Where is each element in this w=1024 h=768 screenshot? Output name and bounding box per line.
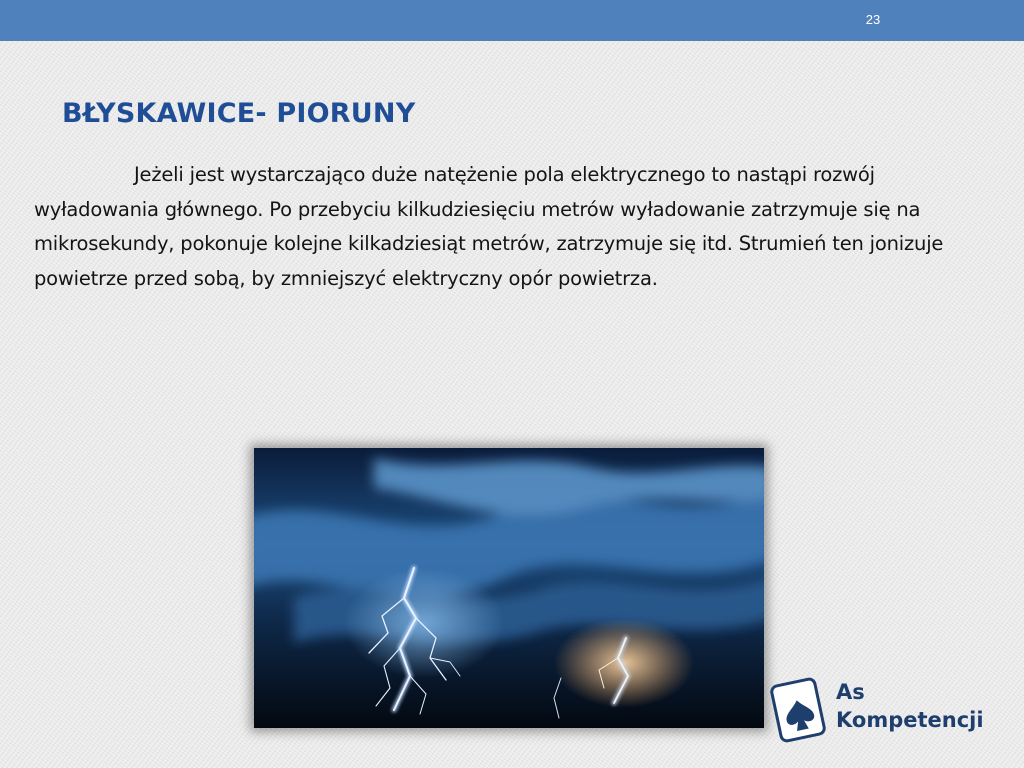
lightning-photo [254,448,764,728]
as-kompetencji-logo [770,674,1000,744]
logo-text-as: As [836,680,865,704]
top-bar [0,0,1024,41]
slide-title: BŁYSKAWICE- PIORUNY [62,98,416,129]
slide-number: 23 [865,12,881,27]
body-paragraph: Jeżeli jest wystarczająco duże natężenie pola elektrycznego to nastąpi rozwój wyładowania głównego. Po przebyciu kilkudziesięciu metrów wyładowanie zatrzymuje się na mikrosekundy, pokonuje kolejne kilkadziesiąt metrów, zatrzymuje się itd. Strumień ten jonizuje powietrze przed sobą, by zmniejszyć elektryczny opór powietrza. [34,163,944,290]
card-spade-icon [770,674,834,744]
logo-text-kompetencji: Kompetencji [836,708,984,732]
